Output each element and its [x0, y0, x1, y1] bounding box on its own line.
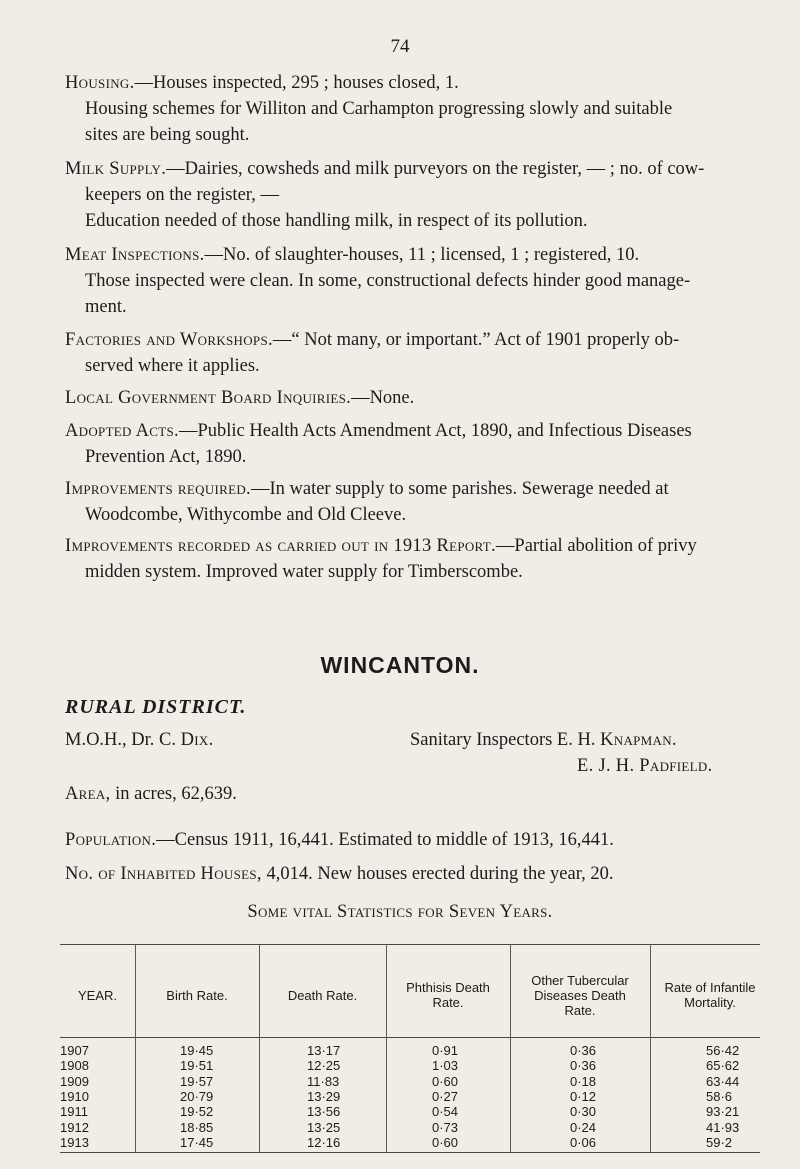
table-top-rule: [60, 944, 760, 945]
header-birth-rate: Birth Rate.: [166, 987, 228, 1003]
table-cell: 63·44: [706, 1073, 740, 1089]
factories-label: Factories and Workshops.: [65, 330, 273, 350]
improvements-required-label: Improvements required.: [65, 479, 251, 499]
housing-label: Housing.: [65, 73, 135, 93]
population-value: —Census 1911, 16,441. Estimated to middle of 1913, 16,441.: [156, 830, 614, 850]
population-label: Population.: [65, 830, 157, 850]
housing-paragraph: [65, 70, 745, 148]
table-cell: 1907: [60, 1043, 89, 1058]
table-cell: 56·42: [706, 1043, 740, 1058]
table-cell: 58·6: [706, 1088, 733, 1104]
lgb-line1: —None.: [351, 388, 415, 408]
table-cell: 19·57: [180, 1073, 214, 1089]
improvements-required-line2: Woodcombe, Withycombe and Old Cleeve.: [85, 505, 407, 525]
milk-line2: keepers on the register, —: [85, 185, 279, 205]
factories-line1: —“ Not many, or important.” Act of 1901 properly ob-: [272, 330, 680, 350]
table-cell: 0·27: [432, 1088, 459, 1104]
table-cell: 1912: [60, 1119, 89, 1135]
table-cell: 19·45: [180, 1043, 214, 1058]
table-cell: 1910: [60, 1088, 89, 1104]
improvements-recorded-label: Improvements recorded as carried out in 1913 Report.: [65, 536, 496, 556]
table-row: [60, 1058, 760, 1074]
inspectors-label: Sanitary Inspectors E. H.: [410, 730, 601, 750]
district-subtitle: RURAL DISTRICT.: [65, 696, 247, 718]
table-cell: 19·51: [180, 1058, 214, 1074]
table-cell: 20·79: [180, 1088, 214, 1104]
header-death-rate: Death Rate.: [287, 987, 358, 1003]
area-label: Area,: [65, 784, 111, 804]
table-cell: 12·16: [307, 1134, 341, 1150]
header-phthisis: Phthisis Death Rate.: [406, 980, 490, 1010]
table-cell: 0·24: [570, 1119, 597, 1135]
table-cell: 59·2: [706, 1134, 733, 1150]
table-cell: 0·36: [570, 1058, 597, 1074]
table-cell: 1·03: [432, 1058, 459, 1074]
milk-paragraph: [65, 156, 745, 234]
meat-line1: —No. of slaughter-houses, 11 ; licensed, 1 ; registered, 10.: [204, 245, 640, 265]
table-bottom-rule: [60, 1152, 760, 1153]
moh-line: [65, 730, 214, 751]
factories-paragraph: [65, 327, 745, 379]
table-cell: 0·36: [570, 1043, 597, 1058]
milk-line1: —Dairies, cowsheds and milk purveyors on the register, — ; no. of cow-: [166, 159, 705, 179]
area-value: in acres, 62,639.: [110, 784, 237, 804]
table-cell: 1913: [60, 1134, 89, 1150]
acts-paragraph: [65, 418, 745, 470]
table-cell: 93·21: [706, 1104, 740, 1120]
housing-line1: —Houses inspected, 295 ; houses closed, 1.: [134, 73, 459, 93]
milk-line3: Education needed of those handling milk, in respect of its pollution.: [85, 211, 588, 231]
table-cell: 18·85: [180, 1119, 214, 1135]
improvements-required-line1: —In water supply to some parishes. Sewerage needed at: [250, 479, 669, 499]
inspectors-line: [410, 730, 677, 751]
table-cell: 0·73: [432, 1119, 459, 1135]
table-cell: 13·17: [307, 1043, 341, 1058]
table-row: [60, 1089, 760, 1105]
area-line: [65, 784, 237, 805]
houses-line: [65, 864, 614, 885]
table-cell: 41·93: [706, 1119, 740, 1135]
table-cell: 13·56: [307, 1104, 341, 1120]
table-cell: 0·18: [570, 1073, 597, 1089]
meat-line2: Those inspected were clean. In some, constructional defects hinder good manage-: [85, 271, 691, 291]
table-row: [60, 1074, 760, 1090]
meat-paragraph: [65, 242, 745, 320]
table-cell: 0·30: [570, 1104, 597, 1120]
improvements-recorded-line1: —Partial abolition of privy: [495, 536, 697, 556]
table-cell: 13·29: [307, 1088, 341, 1104]
table-row: [60, 1043, 760, 1059]
table-row: [60, 1120, 760, 1136]
inspector-2: E. J. H. Padfield.: [577, 756, 713, 776]
housing-line2: Housing schemes for Williton and Carhampton progressing slowly and suitable: [85, 99, 673, 119]
table-header-rule: [60, 1037, 760, 1038]
district-title: WINCANTON.: [320, 652, 480, 678]
table-cell: 17·45: [180, 1134, 214, 1150]
table-cell: 11·83: [307, 1073, 340, 1089]
table-cell: 0·54: [432, 1104, 459, 1120]
improvements-required-paragraph: [65, 476, 745, 528]
table-cell: 0·60: [432, 1134, 459, 1150]
population-line: [65, 830, 614, 851]
table-cell: 19·52: [180, 1104, 214, 1120]
vital-stats-title: Some vital Statistics for Seven Years.: [247, 902, 553, 922]
header-infantile-mortality: Rate of Infantile Mortality.: [664, 980, 756, 1010]
houses-value: 4,014. New houses erected during the year, 20.: [261, 864, 614, 884]
table-cell: 0·12: [570, 1088, 597, 1104]
houses-label: No. of Inhabited Houses,: [65, 864, 262, 884]
improvements-recorded-paragraph: [65, 533, 745, 585]
acts-line2: Prevention Act, 1890.: [85, 447, 247, 467]
lgb-label: Local Government Board Inquiries.: [65, 388, 352, 408]
housing-line3: sites are being sought.: [85, 125, 250, 145]
acts-label: Adopted Acts.: [65, 421, 179, 441]
table-cell: 1908: [60, 1058, 89, 1074]
table-cell: 65·62: [706, 1058, 740, 1074]
lgb-paragraph: [65, 385, 745, 411]
acts-line1: —Public Health Acts Amendment Act, 1890, and Infectious Diseases: [178, 421, 692, 441]
header-other-tubercular: Other Tubercular Diseases Death Rate.: [531, 972, 629, 1018]
table-row: [60, 1135, 760, 1151]
page-number: 74: [390, 36, 410, 57]
inspector-1: Knapman.: [600, 730, 677, 750]
moh-label: M.O.H., Dr. C.: [65, 730, 181, 750]
milk-label: Milk Supply.: [65, 159, 167, 179]
table-cell: 0·06: [570, 1134, 597, 1150]
table-cell: 0·91: [432, 1043, 459, 1058]
header-year: YEAR.: [77, 987, 117, 1003]
meat-line3: ment.: [85, 297, 127, 317]
table-row: [60, 1104, 760, 1120]
table-cell: 13·25: [307, 1119, 341, 1135]
table-cell: 1911: [60, 1104, 88, 1120]
meat-label: Meat Inspections.: [65, 245, 205, 265]
factories-line2: served where it applies.: [85, 356, 260, 376]
moh-name: Dix.: [180, 730, 214, 750]
table-cell: 0·60: [432, 1073, 459, 1089]
improvements-recorded-line2: midden system. Improved water supply for Timberscombe.: [85, 562, 523, 582]
table-cell: 1909: [60, 1073, 89, 1089]
table-cell: 12·25: [307, 1058, 341, 1074]
